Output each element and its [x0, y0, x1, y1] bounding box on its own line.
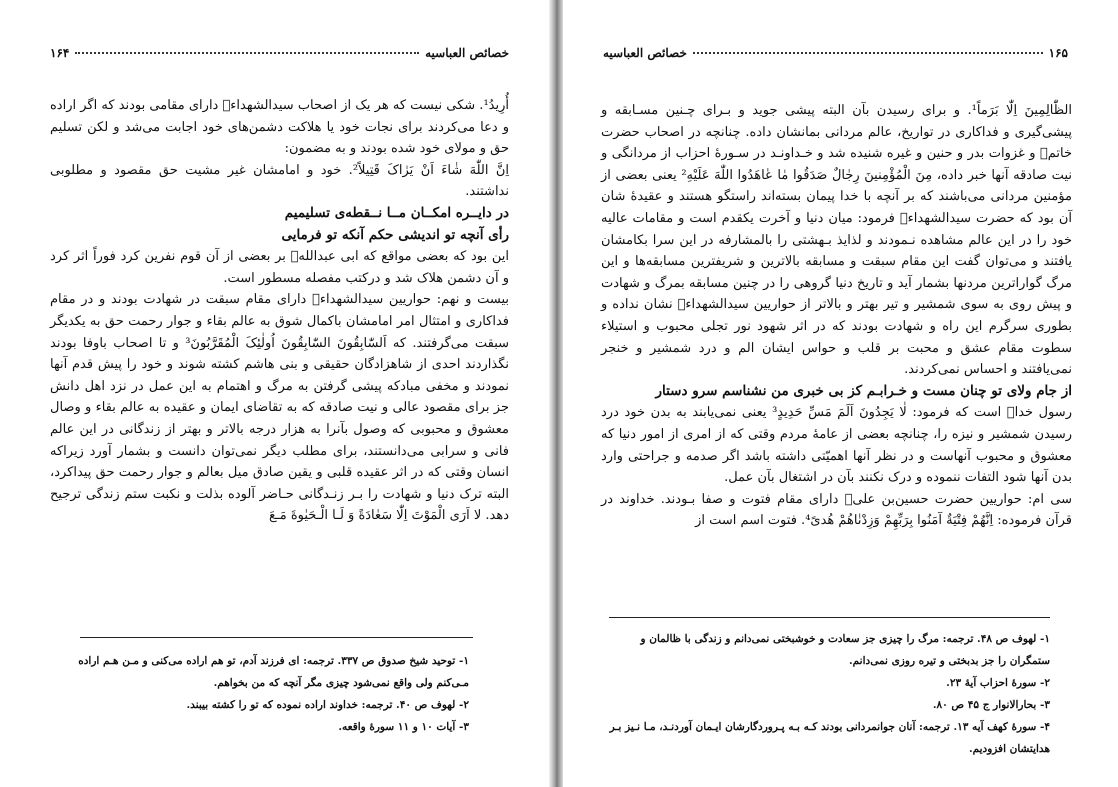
main-text	[601, 100, 1072, 532]
main-text	[50, 95, 509, 527]
left-page	[0, 0, 549, 787]
footnote: ۲- سورهٔ احزاب آیهٔ ۲۳.	[946, 677, 1050, 689]
footnote: ۱- توحید شیخ صدوق ص ۳۳۷. ترجمه: ای فرزند آدم، تو هم اراده می‌کنی و مـن هـم اراده مـی‌کنم ولی واقع نمی‌شود چیزی مگر آنچه که من بخواهم.	[78, 655, 469, 689]
paragraph: اِنَّ اللّٰهَ شٰاءَ اَنْ یَرٰاکَ قَتِیلاً². خود و امامشان غیر مشیت حق مقصود و مطلوبی نداشتند.	[50, 162, 509, 200]
page-number: ۱۶۴	[50, 46, 70, 60]
running-title: خصائص العباسیه	[603, 46, 687, 60]
paragraph: رسول خدا﷤ است که فرمود: لٰا یَجِدُونَ اَلَمَ مَسِّ حَدِیدٍ³ یعنی نمی‌یابند به بدن خود درد رسیدن شمشیر و نیزه را، چنانچه بعضی از عامهٔ مردم وقتی که از امری از امور دنیا که معشوق و محبوب آنهاست و در نظر آنها اهمیّتی داشته باشد اگر صدمه و جراحتی وارد بدن آنها شود التفات ننموده و درک نکنند بآن در اشتغال بآن عمل.	[601, 405, 1072, 486]
footnote-rule	[609, 617, 1050, 618]
paragraph: این بود که بعضی مواقع که ابی عبدالله﷣ بر بعضی از آن قوم نفرین کرد فوراً اثر کرد و آن دشمن هلاک شد و درکتب مفصله مسطور است.	[50, 249, 509, 286]
verse-line-1: در دایــره امکــان مــا نــقطه‌ی تسلیمیم	[284, 204, 509, 221]
paragraph: سی ام: حواریین حضرت حسین‌بن علی﷣ دارای مقام فتوت و صفا بـودند. خداوند در قرآن فرموده: اِنَّهُمْ فِتْیَةٌ آمَنُوا بِرَبِّهِمْ وَزِدْنٰاهُمْ هُدیً⁴. فتوت اسم است از	[601, 491, 1072, 529]
footnote: ۲- لهوف ص ۴۰. ترجمه: خداوند اراده نموده که تو را کشته بیبند.	[186, 699, 469, 711]
footnotes	[50, 650, 469, 738]
book-gutter	[549, 0, 563, 787]
footnotes	[603, 628, 1050, 760]
footnote-rule	[80, 637, 473, 638]
paragraph: أُرِیدُ¹. شکی نیست که هر یک از اصحاب سیدالشهداء﷣ دارای مقامی بودند که اگر اراده و دعا می‌کردند برای نجات خود یا هلاکت دشمن‌های خود اجابت می‌شد و لکن تسلیم حق و مولای خود شده بودند و به مضمون:	[50, 98, 509, 157]
paragraph: الظّٰالِمِینَ اِلّٰا بَرَماً¹. و برای رسیدن بآن البته پیشی جوید و بـرای چـنین مسـابقه و پیشی‌گیری و فداکاری در تواریخ، عالم مردانی بمانشان داده. چنانچه در اصحاب حضرت خاتم﷤ و غزوات بدر و حنین و غیره شنیده شد و خـداونـد در سـورهٔ احزاب از مردانگی و نیت صادقه آنها خبر داده، مِنَ الْمُؤْمِنینَ رِجٰالٌ صَدَقُوا مٰا عٰاهَدُوا اللّٰهَ عَلَیْهِ² یعنی بعضی از مؤمنین مردانی می‌باشند که بر آنچه با خدا پیمان بسته‌اند راستگو هستند و عقیدهٔ شان آن بود که حضرت سیدالشهداء﷣ فرمود: میان دنیا و آخرت یکقدم است و مقامات عالیه خود را در این عالم مشاهده نـمودند و لذایذ بـهشتی را بالمشارفه در این سرا بکامشان یافتند و می‌توان گفت این مقام سبقت و مسابقه بالاترین و شریفترین مسابقه‌ها و این مرگ گواراترین مردنها بشمار آید و تاریخ دنیا گروهی را در چنین مسابقه بمرگ و شهادت و پیش روی به سوی شمشیر و تیر بهتر و بالاتر از حواریین سیدالشهداء﷣ نشان نداده و بطوری سرگرم این راه و شهادت بودند که در اثر شهود نور تجلی محبوب و استیلاء سطوت مقام عشق و محبت بر قلب و حواس ایشان الم و درد شمشیر و خنجر نمی‌یافتند و احساس نمی‌کردند.	[601, 103, 1073, 378]
page-number: ۱۶۵	[1048, 46, 1068, 60]
running-header	[603, 44, 1068, 62]
running-title: خصائص العباسیه	[425, 46, 509, 60]
right-page	[563, 0, 1118, 787]
header-leader-dots	[75, 52, 419, 54]
footnote: ۱- لهوف ص ۴۸. ترجمه: مرگ را چیزی جز سعادت و خوشبختی نمی‌دانم و زندگی با ظالمان و ستمگران را جز بدبختی و تیره روزی نمی‌دانم.	[640, 633, 1050, 667]
paragraph: بیست و نهم: حواریین سیدالشهداء﷣ دارای مقام سبقت در شهادت بودند و در مقام فداکاری و امتثال امر امامشان باکمال شوق به عالم بقاء و جوار رحمت حق به یکدیگر سبقت می‌گرفتند. که اَلسّٰابِقُونَ السّٰابِقُونَ اُولٰئِکَ الْمُقَرَّبُونَ³ و تا اصحاب باوفا بودند نگذاردند احدی از شاهزادگان حقیقی و بنی هاشم کشته شوند و خود را پیش قدم آنها نمودند و مخفی مبادکه پیشی گرفتن به مرگ و اهتمام به این عمل در نزد اهل دانش جز برای مقصود عالی و نیت صادقه که به تقاضای ایمان و عقیده به عالم بقاء و وصال معشوق و محبوبی که وصول بآنرا به هزار درجه بالاتر و بهتر از زندگانی در این عالم فانی و سرابی می‌دانستند، برای مطلب دیگر نمی‌توان دانست و بشمار آورد زیراکه انسان وقتی که در اثر عقیده قلبی و یقین صادق میل بعالم و جوار رحمت حق پیداکرد، البته ترک دنیا و شهادت را بـر زنـدگانی حـاضر آلوده بذلت و نکبت ستم زندگی ترجیح دهد. لا اَرَی الْمَوْتَ اِلّٰا سَعٰادَةً وَ لَـا الْـحَیٰوةَ مَـعَ	[50, 292, 510, 524]
footnote: ۳- بحارالانوار ج ۴۵ ص ۸۰.	[932, 699, 1050, 711]
verse-line-2: رأی آنچه تو اندیشی حکم آنکه تو فرمایی	[281, 226, 509, 243]
footnote: ۳- آیات ۱۰ و ۱۱ سورهٔ واقعه.	[338, 721, 469, 733]
header-leader-dots	[693, 52, 1043, 54]
footnote: ۴- سورهٔ کهف آیه ۱۳. ترجمه: آنان جوانمردانی بودند کـه بـه پـروردگارشان ایـمان آوردنـد، مـا نـیز بـر هدایتشان افزودیم.	[609, 721, 1050, 755]
running-header	[50, 44, 509, 62]
poem-line: از جام ولای تو چنان مست و خـرابـم کز بی خبری من نشناسم سرو دستار	[655, 382, 1072, 399]
